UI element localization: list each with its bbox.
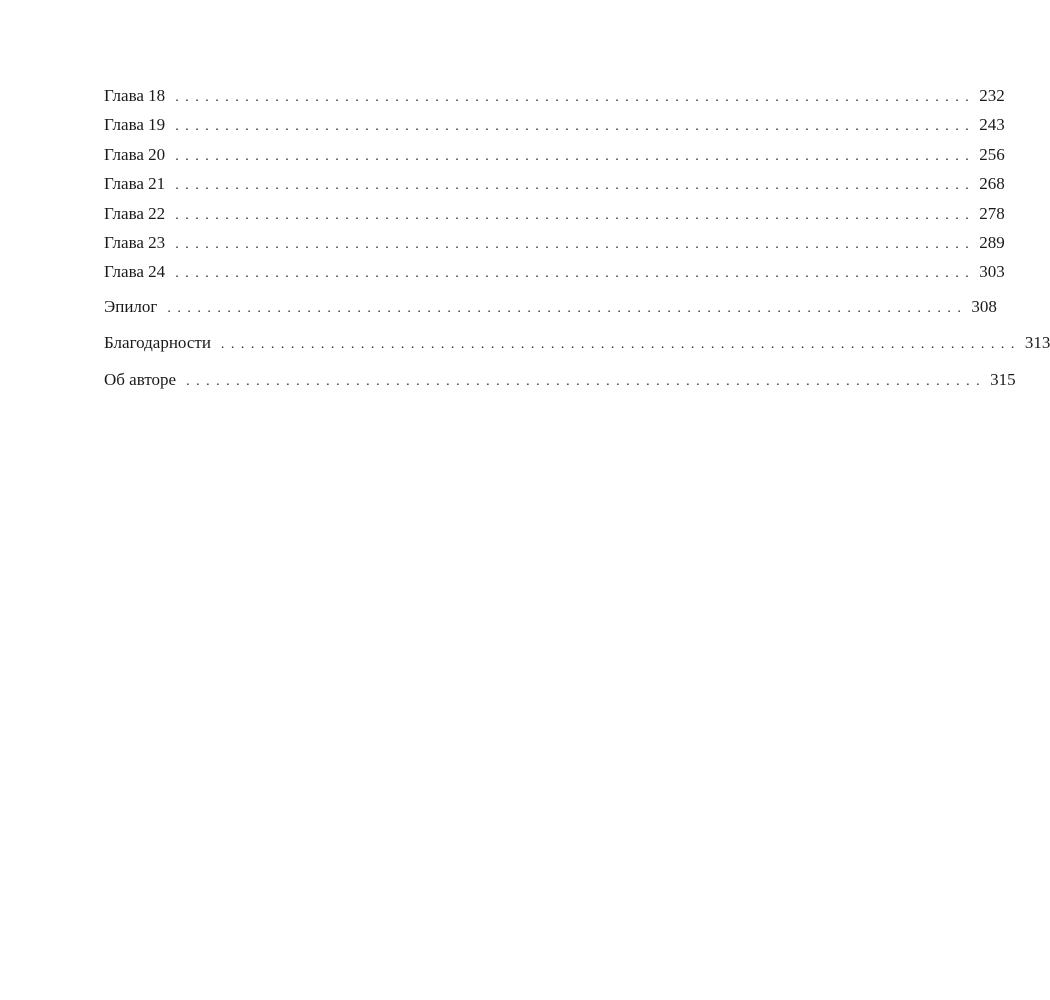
table-of-contents [104, 86, 1050, 399]
toc-entry-page: 232 [979, 86, 1005, 105]
toc-entry-title: Глава 21 [104, 174, 166, 194]
toc-leader-dots: ................................................................................ [167, 300, 968, 316]
toc-leader-dots: ................................................................................ [175, 236, 976, 252]
toc-leader-dots: ................................................................................ [175, 266, 976, 282]
toc-leader-dots: ................................................................................ [175, 207, 976, 223]
toc-leader-dots: ................................................................................ [186, 373, 987, 389]
toc-leader-dots: ................................................................................ [175, 178, 976, 194]
toc-entry-page: 289 [979, 232, 1005, 252]
toc-entry-title: Глава 22 [104, 203, 166, 223]
toc-entry-page: 268 [979, 174, 1005, 194]
toc-entry[interactable] [104, 333, 1050, 362]
toc-entry-page: 313 [1024, 333, 1050, 353]
toc-entry-page: 315 [990, 369, 1016, 389]
toc-entry-title: Глава 24 [104, 262, 166, 282]
toc-leader-dots: ................................................................................ [175, 148, 976, 164]
toc-entry[interactable] [104, 203, 1005, 233]
toc-entry-title: Глава 18 [104, 86, 166, 105]
toc-entry-title: Глава 20 [104, 144, 166, 164]
toc-entry[interactable] [104, 86, 1005, 115]
toc-entry[interactable] [104, 262, 1005, 291]
toc-entry-title: Об авторе [104, 369, 177, 389]
toc-entry-page: 303 [979, 262, 1005, 282]
toc-entry[interactable] [104, 232, 1005, 262]
toc-entry[interactable] [104, 296, 997, 326]
toc-entry[interactable] [104, 369, 1016, 399]
toc-entry-page: 243 [979, 115, 1005, 135]
toc-entry-title: Эпилог [104, 296, 158, 316]
toc-entry[interactable] [104, 144, 1005, 174]
toc-leader-dots: ................................................................................ [220, 337, 1021, 353]
toc-entry-title: Глава 19 [104, 115, 166, 135]
toc-entry-page: 308 [971, 296, 997, 316]
toc-entry[interactable] [104, 115, 1005, 144]
toc-entry-title: Глава 23 [104, 232, 166, 252]
toc-leader-dots: ................................................................................ [175, 90, 976, 105]
toc-entry-title: Благодарности [104, 333, 211, 353]
toc-entry[interactable] [104, 174, 1005, 203]
toc-entry-page: 256 [979, 144, 1005, 164]
toc-entry-page: 278 [979, 203, 1005, 223]
toc-leader-dots: ................................................................................ [175, 119, 976, 135]
